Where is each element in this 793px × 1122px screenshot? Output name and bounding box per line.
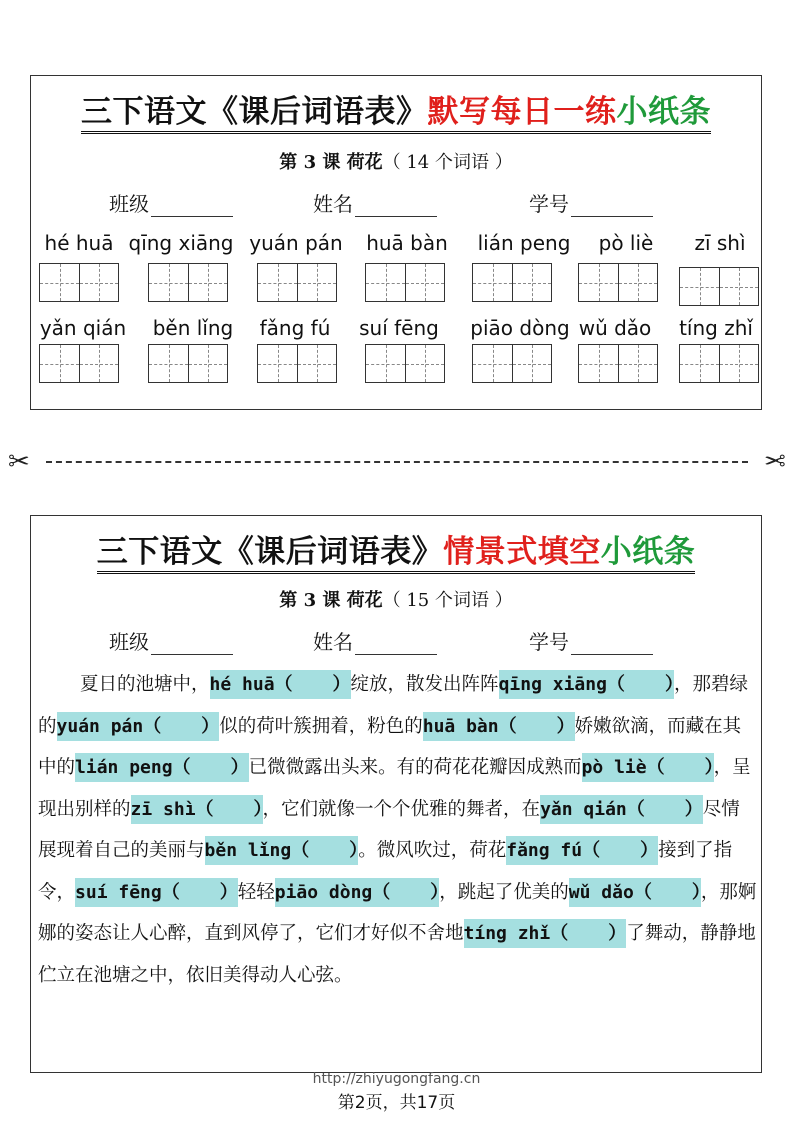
- blank[interactable]: hé huā（ ）: [210, 670, 351, 699]
- writing-grid[interactable]: [257, 344, 337, 383]
- pinyin-label: zī shì: [694, 231, 746, 255]
- writing-grid[interactable]: [365, 263, 445, 302]
- id-field[interactable]: 学号: [529, 188, 653, 217]
- writing-grid[interactable]: [39, 263, 119, 302]
- blank[interactable]: qīng xiāng（ ）: [499, 670, 674, 699]
- blank[interactable]: piāo dòng（ ）: [275, 878, 440, 907]
- passage: 夏日的池塘中，hé huā（ ）绽放，散发出阵阵qīng xiāng（ ），那碧绿的yuán pán（ ）似的荷叶簇拥着，粉色的huā bàn（ ）娇嫩欲滴，而藏在其中的lián peng（ ）已微微露出头来。有的荷花花瓣因成熟而pò liè（ ），呈现出别样的zī shì（ ），它们就像一个个优雅的舞者，在yǎn qián（ ）尽情展现着自己的美丽与běn lǐng（ ）。微风吹过，荷花fǎng fú（ ）接到了指令，suí fēng（ ）轻轻piāo dòng（ ），跳起了优美的wǔ dǎo（ ），那婀娜的姿态让人心醉，直到风停了，它们才好似不舍地tíng zhǐ（ ）了舞动，静静地伫立在池塘之中，依旧美得动人心弦。: [38, 664, 758, 996]
- writing-grid[interactable]: [39, 344, 119, 383]
- blank[interactable]: yǎn qián（ ）: [540, 795, 703, 824]
- id-field[interactable]: 学号: [529, 626, 653, 655]
- writing-grid[interactable]: [257, 263, 337, 302]
- class-field[interactable]: 班级: [109, 626, 233, 655]
- sheet1-lesson: 第 3 课 荷花（ 14 个词语 ）: [279, 152, 513, 173]
- writing-grid[interactable]: [472, 263, 552, 302]
- scissors-icon: ✂: [8, 447, 30, 477]
- pinyin-label: piāo dòng: [470, 316, 570, 340]
- sheet2-lesson: 第 3 课 荷花（ 15 个词语 ）: [279, 590, 513, 611]
- writing-grid[interactable]: [578, 344, 658, 383]
- blank[interactable]: lián peng（ ）: [75, 753, 249, 782]
- footer-url[interactable]: http://zhiyugongfang.cn: [312, 1071, 481, 1087]
- writing-grid[interactable]: [148, 344, 228, 383]
- name-field[interactable]: 姓名: [313, 188, 437, 217]
- writing-grid[interactable]: [679, 267, 759, 306]
- sheet2-title: 三下语文《课后词语表》情景式填空小纸条: [31, 526, 761, 571]
- cut-line: [8, 447, 786, 477]
- dictation-sheet: [30, 75, 762, 410]
- pinyin-label: pò liè: [598, 231, 654, 255]
- writing-grid[interactable]: [365, 344, 445, 383]
- pinyin-label: suí fēng: [359, 316, 439, 340]
- sheet1-title: 三下语文《课后词语表》默写每日一练小纸条: [31, 86, 761, 131]
- blank[interactable]: pò liè（ ）: [582, 753, 714, 782]
- pinyin-label: yǎn qián: [39, 316, 127, 340]
- pinyin-label: hé huā: [44, 231, 114, 255]
- class-field[interactable]: 班级: [109, 188, 233, 217]
- writing-grid[interactable]: [472, 344, 552, 383]
- blank[interactable]: běn lǐng（ ）: [205, 836, 359, 865]
- pinyin-label: huā bàn: [366, 231, 448, 255]
- blank[interactable]: tíng zhǐ（ ）: [464, 919, 627, 948]
- pinyin-label: fǎng fú: [259, 316, 331, 340]
- page-number: 第2页，共17页: [337, 1093, 456, 1113]
- fill-in-sheet: [30, 515, 762, 1073]
- writing-grid[interactable]: [148, 263, 228, 302]
- dashed-divider: [46, 461, 748, 463]
- pinyin-label: lián peng: [477, 231, 571, 255]
- pinyin-label: yuán pán: [249, 231, 343, 255]
- blank[interactable]: huā bàn（ ）: [423, 712, 575, 741]
- scissors-icon: ✂: [764, 447, 786, 477]
- writing-grid[interactable]: [679, 344, 759, 383]
- blank[interactable]: fǎng fú（ ）: [506, 836, 658, 865]
- blank[interactable]: wǔ dǎo（ ）: [569, 878, 701, 907]
- pinyin-label: tíng zhǐ: [679, 316, 753, 340]
- blank[interactable]: suí fēng（ ）: [75, 878, 238, 907]
- pinyin-label: běn lǐng: [152, 316, 234, 340]
- blank[interactable]: yuán pán（ ）: [57, 712, 220, 741]
- pinyin-label: qīng xiāng: [128, 231, 234, 255]
- blank[interactable]: zī shì（ ）: [131, 795, 263, 824]
- pinyin-label: wǔ dǎo: [578, 316, 652, 340]
- name-field[interactable]: 姓名: [313, 626, 437, 655]
- writing-grid[interactable]: [578, 263, 658, 302]
